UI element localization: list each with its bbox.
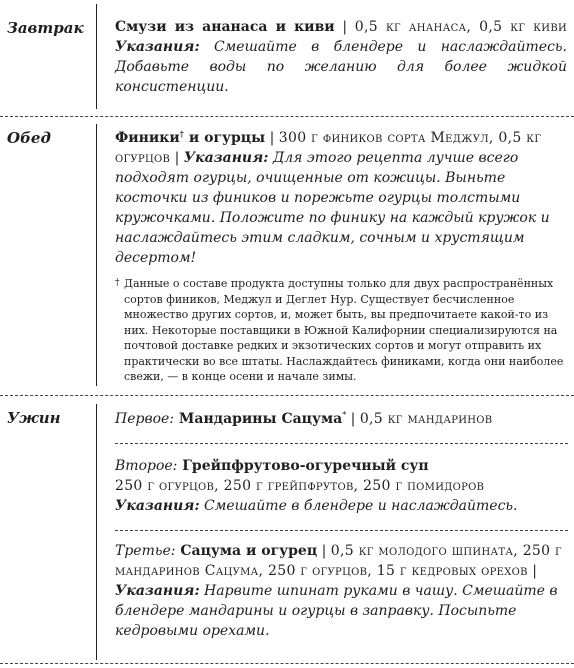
instructions-text: Смешайте в блендере и наслаждайтесь. Добавьте воды по желанию для более жидкой консистенции. — [115, 39, 567, 95]
row-divider — [0, 395, 574, 396]
footnote-marker: † — [179, 128, 184, 139]
separator: | — [317, 543, 331, 559]
dish-name: Сацума и огурец — [175, 543, 318, 559]
course-label: Второе: — [115, 458, 178, 474]
separator: | — [346, 411, 360, 427]
course-label: Первое: — [115, 411, 175, 427]
dish-name: Мандарины Сацума — [174, 411, 343, 427]
instructions-label: Указания: — [115, 498, 200, 514]
course-divider — [115, 530, 568, 531]
instructions-label: Указания: — [115, 583, 200, 599]
course-label: Третье: — [115, 543, 176, 559]
instructions-text: Нарвите шпинат руками в чашу. Смешайте в блендере мандарины и огурцы в заправку. Посыпьте кедровыми орехами. — [115, 583, 558, 639]
separator: | — [170, 150, 184, 166]
footnote-marker: * — [342, 410, 347, 420]
dinner-third-course — [115, 541, 567, 641]
ingredients: 0,5 кг молодого шпината, 250 г мандаринов Сацума, 250 г огурцов, 15 г кедровых орехов — [115, 543, 562, 579]
column-rule-dinner — [96, 404, 97, 660]
instructions-label: Указания: — [183, 150, 269, 166]
separator: | — [527, 563, 537, 579]
footnote-marker: † — [115, 278, 120, 288]
ingredients: 300 г фиников сорта Меджул, 0,5 кг огурцов — [115, 130, 542, 166]
ingredients: 0,5 кг ананаса, 0,5 кг киви — [354, 19, 567, 35]
breakfast-recipe — [115, 17, 567, 97]
dish-name: Смузи из ананаса и киви — [115, 19, 335, 35]
course-divider — [115, 443, 568, 444]
row-divider — [0, 116, 574, 117]
separator: | — [265, 130, 279, 146]
dinner-second-course — [115, 456, 567, 516]
dish-name: Финики† и огурцы — [115, 128, 266, 146]
dish-name: Грейпфрутово-огуречный суп — [177, 458, 429, 474]
dinner-first-course — [115, 409, 567, 429]
meal-label-dinner: Ужин — [7, 409, 61, 427]
instructions-text: Для этого рецепта лучше всего подходят огурцы, очищенные от кожицы. Выньте косточки из фиников и порежьте огурцы толстыми кружочками. Положите по финику на каждый кружок и наслаждайтесь этим сладким, сочным и хрустящим десертом! — [115, 150, 550, 266]
separator: | — [334, 19, 355, 35]
footnote — [115, 276, 567, 385]
instructions-text: Смешайте в блендере и наслаждайтесь. — [199, 498, 518, 514]
ingredients: 0,5 кг мандаринов — [359, 411, 493, 427]
meal-label-lunch: Обед — [7, 129, 51, 147]
instructions-label: Указания: — [115, 39, 200, 55]
lunch-recipe — [115, 128, 567, 268]
column-rule-breakfast — [96, 4, 97, 109]
ingredients: 250 г огурцов, 250 г грейпфрутов, 250 г помидоров — [115, 478, 485, 494]
row-divider — [0, 663, 574, 664]
footnote-text: Данные о составе продукта доступны только для двух распространённых сортов фиников, Меджул и Деглет Нур. Существует бесчисленное множество других сортов, и, может быть, вы предпочитаете какой-то из них. Некоторые поставщики в Южной Калифорнии специализируются на почтовой доставке редких и экзотических сортов и могут отправить их практически во все штаты. Наслаждайтесь финиками, когда они наиболее свежи, — в конце осени и начале зимы. — [124, 277, 564, 383]
meal-label-breakfast: Завтрак — [7, 19, 84, 37]
column-rule-lunch — [96, 124, 97, 386]
